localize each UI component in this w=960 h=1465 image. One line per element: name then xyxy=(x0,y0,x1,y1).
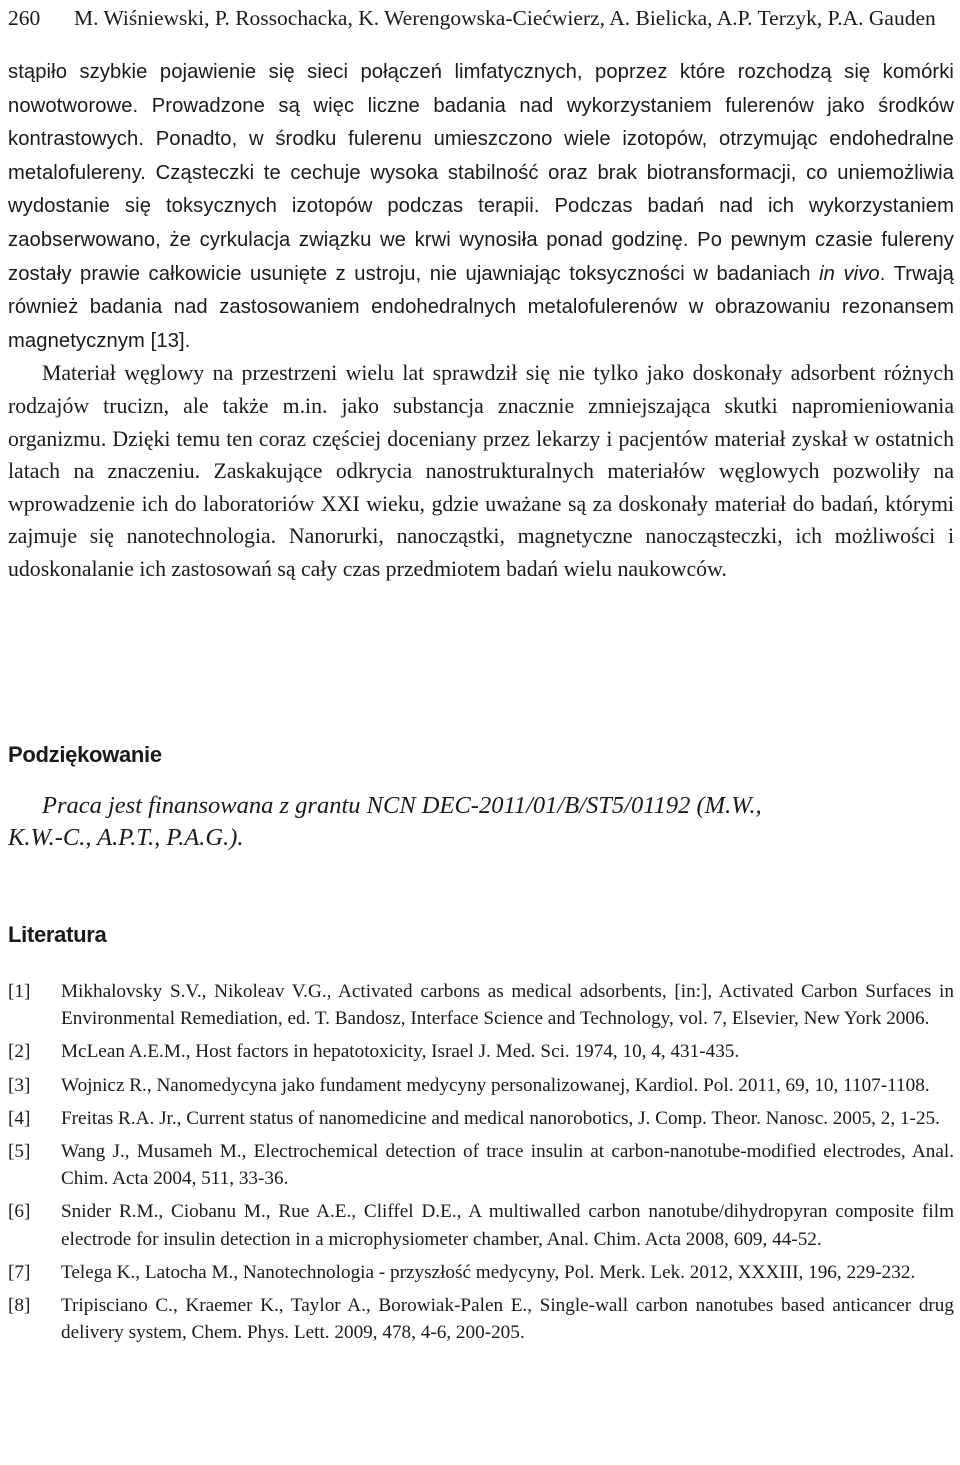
reference-item xyxy=(8,1259,954,1286)
acknowledgement-line-2: K.W.-C., A.P.T., P.A.G.). xyxy=(8,824,244,851)
reference-item xyxy=(8,1038,954,1065)
reference-list xyxy=(8,978,954,1352)
literature-heading: Literatura xyxy=(8,922,107,947)
paragraph-fullerenes-italic: in vivo xyxy=(819,262,880,285)
acknowledgement-heading: Podziękowanie xyxy=(8,742,162,767)
reference-number: [7] xyxy=(8,1261,31,1283)
running-head xyxy=(8,4,954,32)
paragraph-carbon-material: Materiał węglowy na przestrzeni wielu lat sprawdził się nie tylko jako doskonały adsorbent różnych rodzajów trucizn, ale także m.in. jako substancja znacznie zmniejszająca skutki napromieniowania organizmu. Dzięki temu ten coraz częściej doceniany przez lekarzy i pacjentów materiał zyskał w ostatnich latach na znaczeniu. Zaskakujące odkrycia nanostrukturalnych materiałów węglowych pozwoliły na wprowadzenie ich do laboratoriów XXI wieku, gdzie uważane są za doskonały materiał do badań, którymi zajmuje się nanotechnologia. Nanorurki, nanocząstki, magnetyczne nanocząsteczki, ich możliwości i udoskonalanie ich zastosowań są cały czas przedmiotem badań wielu naukowców. xyxy=(8,361,954,581)
running-head-authors: M. Wiśniewski, P. Rossochacka, K. Werengowska-Ciećwierz, A. Bielicka, A.P. Terzyk, P.A. Gauden xyxy=(74,6,936,30)
main-text xyxy=(8,55,954,586)
reference-item xyxy=(8,1138,954,1192)
paragraph-fullerenes xyxy=(8,55,954,357)
reference-number: [6] xyxy=(8,1201,31,1223)
acknowledgement-line-1: Praca jest finansowana z grantu NCN DEC-2011/01/B/ST5/01192 (M.W., xyxy=(42,792,762,819)
reference-text: Telega K., Latocha M., Nanotechnologia - przyszłość medycyny, Pol. Merk. Lek. 2012, XXXIII, 196, 229-232. xyxy=(61,1261,916,1283)
reference-item xyxy=(8,1198,954,1252)
reference-text: Snider R.M., Ciobanu M., Rue A.E., Cliffel D.E., A multiwalled carbon nanotube/dihydropyran composite film electrode for insulin detection in a microphysiometer chamber, Anal. Chim. Acta 2008, 609, 44-52. xyxy=(61,1201,954,1250)
reference-item xyxy=(8,978,954,1032)
reference-number: [8] xyxy=(8,1295,31,1317)
reference-number: [4] xyxy=(8,1107,31,1129)
reference-number: [5] xyxy=(8,1141,31,1163)
reference-item xyxy=(8,1105,954,1132)
reference-item xyxy=(8,1072,954,1099)
reference-text: Wojnicz R., Nanomedycyna jako fundament medycyny personalizowanej, Kardiol. Pol. 2011, 69, 10, 1107-1108. xyxy=(61,1074,930,1096)
paragraph-fullerenes-text-b: . Trwają również badania nad zastosowaniem endohedralnych metalofulerenów w obrazowaniu rezonansem magnetycznym [13]. xyxy=(8,262,955,352)
reference-text: Tripisciano C., Kraemer K., Taylor A., Borowiak-Palen E., Single-wall carbon nanotubes based anticancer drug delivery system, Chem. Phys. Lett. 2009, 478, 4-6, 200-205. xyxy=(61,1295,954,1344)
reference-number: [2] xyxy=(8,1041,31,1063)
page-number: 260 xyxy=(8,6,41,30)
reference-text: Wang J., Musameh M., Electrochemical detection of trace insulin at carbon-nanotube-modified electrodes, Anal. Chim. Acta 2004, 511, 33-36. xyxy=(61,1141,954,1190)
reference-text: McLean A.E.M., Host factors in hepatotoxicity, Israel J. Med. Sci. 1974, 10, 4, 431-435. xyxy=(61,1041,740,1063)
reference-text: Mikhalovsky S.V., Nikoleav V.G., Activated carbons as medical adsorbents, [in:], Activated Carbon Surfaces in Environmental Remediation, ed. T. Bandosz, Interface Science and Technology, vol. 7, Elsevier, New York 2006. xyxy=(61,981,954,1030)
reference-text: Freitas R.A. Jr., Current status of nanomedicine and medical nanorobotics, J. Comp. Theor. Nanosc. 2005, 2, 1-25. xyxy=(61,1107,940,1129)
acknowledgement-text xyxy=(8,790,954,854)
paragraph-fullerenes-text-a: stąpiło szybkie pojawienie się sieci połączeń limfatycznych, poprzez które rozchodzą się komórki nowotworowe. Prowadzone są więc liczne badania nad wykorzystaniem fulerenów jako środków kontrastowych. Ponadto, w środku fulerenu umieszczono wiele izotopów, otrzymując endohedralne metalofulereny. Cząsteczki te cechuje wysoka stabilność oraz brak biotransformacji, co uniemożliwia wydostanie się toksycznych izotopów podczas terapii. Podczas badań nad ich wykorzystaniem zaobserwowano, że cyrkulacja związku we krwi wynosiła ponad godzinę. Po pewnym czasie fulereny zostały prawie całkowicie usunięte z ustroju, nie ujawniając toksyczności w badaniach xyxy=(8,61,954,285)
reference-item xyxy=(8,1292,954,1346)
reference-number: [3] xyxy=(8,1074,31,1096)
reference-number: [1] xyxy=(8,981,31,1002)
